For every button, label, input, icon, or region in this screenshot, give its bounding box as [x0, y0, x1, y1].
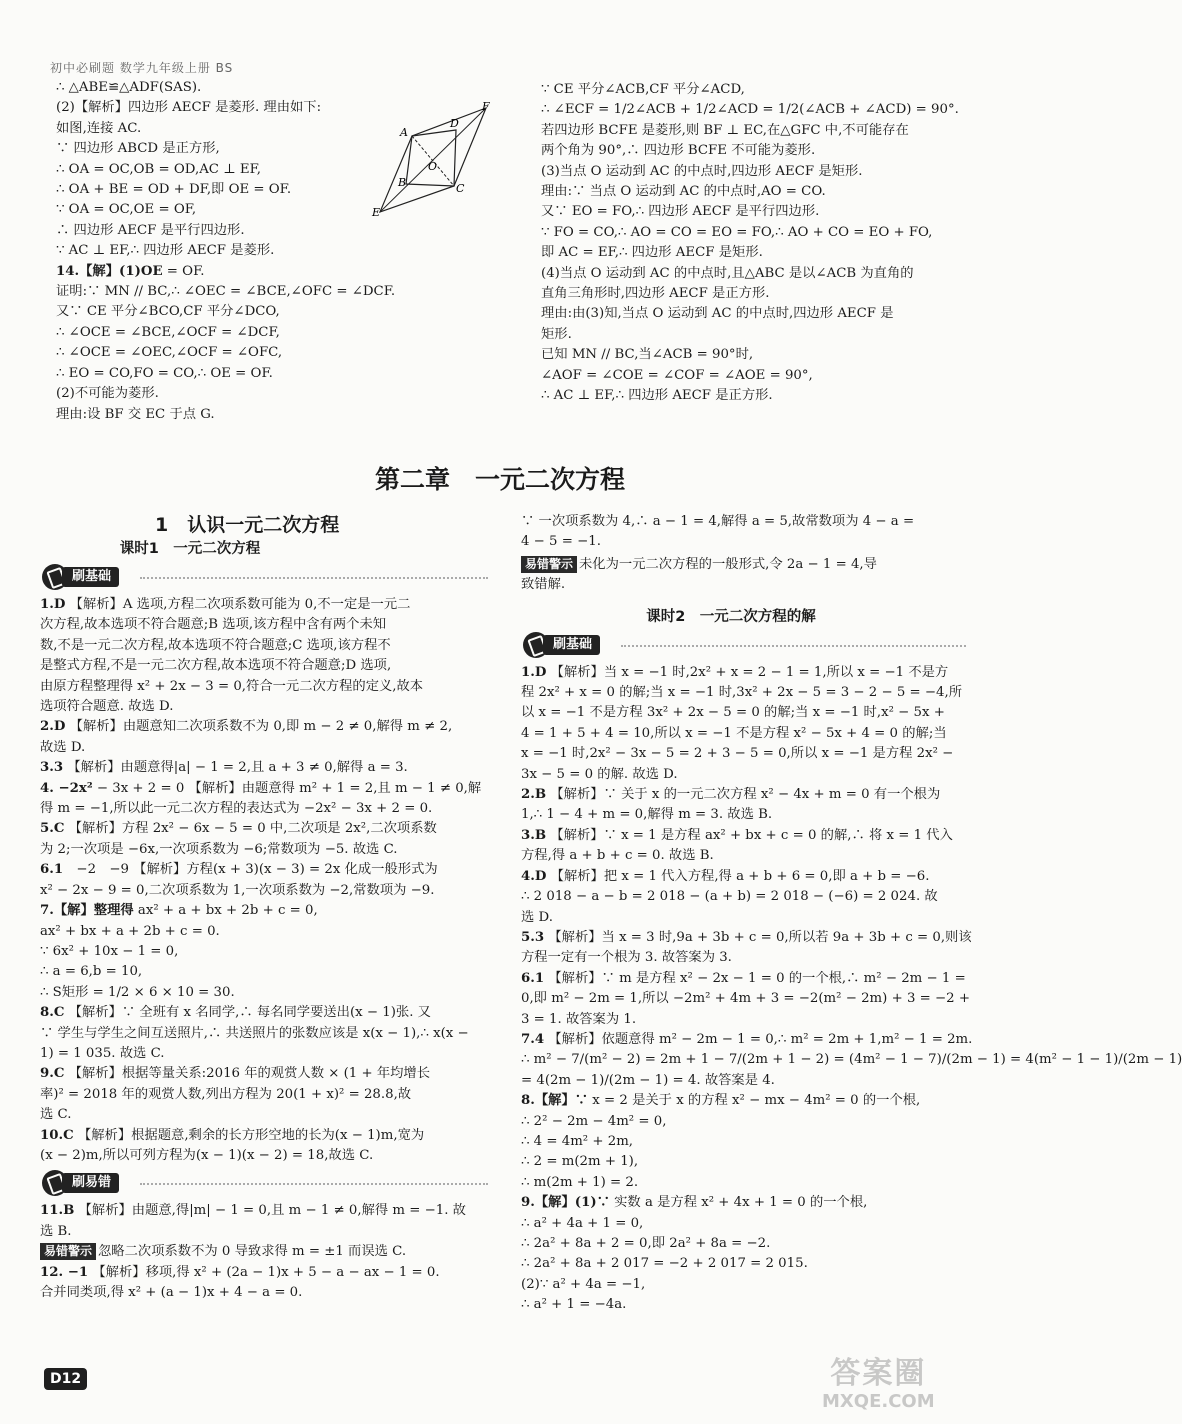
text-line: ∴ ∠OCE = ∠BCE,∠OCF = ∠DCF, — [56, 324, 280, 340]
text-line: ∴ 四边形 AECF 是平行四边形. — [56, 222, 245, 238]
text-line: ∴ OA + BE = OD + DF,即 OE = OF. — [56, 182, 292, 198]
warning-note-right: 易错警示 未化为一元二次方程的一般形式,令 2a − 1 = 4,导 — [521, 555, 966, 575]
text-line: 7.4 【解析】依题意得 m² − 2m − 1 = 0,∴ m² = 2m + 1,m² − 1 = 2m. — [521, 1031, 973, 1047]
rhombus-figure — [368, 100, 493, 220]
bottom-right-column — [521, 512, 1182, 1316]
text-line: 两个角为 90°,∴ 四边形 BCFE 不可能为菱形. — [541, 143, 816, 159]
text-line: ∵ AC ⊥ EF,∴ 四边形 AECF 是菱形. — [56, 243, 275, 259]
text-line: ∴ OA = OC,OB = OD,AC ⊥ EF, — [56, 161, 262, 177]
top-right-column — [541, 80, 961, 407]
text-line: 即 AC = EF,∴ 四边形 AECF 是矩形. — [541, 245, 763, 261]
text-line: 次方程,故本选项不符合题意;B 选项,该方程中含有两个未知 — [40, 617, 387, 633]
warning-note-right-2: 致错解. — [521, 577, 566, 593]
text-line: ∴ m² − 7/(m² − 2) = 2m + 1 − 7/(2m + 1 − 2) = (4m² − 1 − 7)/(2m − 1) = 4(m² − 1 − 1)/(2m − 1) — [521, 1052, 1182, 1068]
figure-label-a: A — [400, 126, 408, 139]
text-line: 6.1 −2 −9 【解析】方程(x + 3)(x − 3) = 2x 化成一般形式为 — [40, 862, 438, 878]
text-line: 故选 D. — [40, 739, 86, 755]
text-line: 合并同类项,得 x² + (a − 1)x + 4 − a = 0. — [40, 1285, 303, 1300]
text-line: 方程,得 a + b + c = 0. 故选 B. — [521, 848, 714, 864]
text-line: 4 − 5 = −1. — [521, 534, 601, 550]
banner-error-label: 刷易错 — [62, 1173, 119, 1193]
text-line: ∴ 2 018 − a − b = 2 018 − (a + b) = 2 018 − (−6) = 2 024. 故 — [521, 889, 938, 905]
top-left-column — [56, 78, 396, 425]
lesson2-title: 课时2 一元二次方程的解 — [646, 608, 816, 625]
text-line: ∴ a² + 4a + 1 = 0, — [521, 1215, 644, 1231]
text-line: 7.【解】整理得 ax² + a + bx + 2b + c = 0, — [40, 903, 318, 919]
text-line: 2.D 【解析】由题意知二次项系数不为 0,即 m − 2 ≠ 0,解得 m ≠ 2, — [40, 719, 453, 735]
text-line: 6.1 【解析】∵ m 是方程 x² − 2x − 1 = 0 的一个根,∴ m² − 2m − 1 = — [521, 970, 966, 986]
text-line: ∴ 2a² + 8a + 2 017 = −2 + 2 017 = 2 015. — [521, 1256, 808, 1272]
banner-error — [40, 1170, 488, 1198]
text-line: 0,即 m² − 2m = 1,所以 −2m² + 4m + 3 = −2(m² − 2m) + 3 = −2 + — [521, 991, 970, 1007]
text-line: ∴ 2 = m(2m + 1), — [521, 1154, 639, 1170]
text-line: 12. −1 【解析】移项,得 x² + (2a − 1)x + 5 − a − ax − 1 = 0. — [40, 1264, 440, 1280]
text-line: 3.3 【解析】由题意得|a| − 1 = 2,且 a + 3 ≠ 0,解得 a = 3. — [40, 760, 408, 776]
text-line: 3x − 5 = 0 的解. 故选 D. — [521, 766, 678, 782]
text-line: 1.D 【解析】A 选项,方程二次项系数可能为 0,不一定是一元二 — [40, 597, 411, 612]
text-line: ∵ OA = OC,OE = OF, — [56, 202, 197, 218]
text-line: (x − 2)m,所以可列方程为(x − 1)(x − 2) = 18,故选 C. — [40, 1147, 374, 1163]
banner-basic-label: 刷基础 — [62, 567, 119, 587]
text-line: (4)当点 O 运动到 AC 的中点时,且△ABC 是以∠ACB 为直角的 — [541, 265, 914, 281]
text-line — [40, 1242, 488, 1262]
text-line: 又∵ EO = FO,∴ 四边形 AECF 是平行四边形. — [541, 204, 820, 220]
text-line: 以 x = −1 不是方程 3x² + 2x − 5 = 0 的解;当 x = −1 时,x² − 5x + — [521, 705, 945, 721]
text-line: ∴ AC ⊥ EF,∴ 四边形 AECF 是正方形. — [541, 388, 773, 404]
text-line: ∴ 2a² + 8a + 2 = 0,即 2a² + 8a = −2. — [521, 1236, 771, 1251]
text-line: ∴ S矩形 = 1/2 × 6 × 10 = 30. — [40, 984, 235, 1000]
warning-badge: 易错警示 — [521, 556, 577, 573]
text-line: (2)∵ a² + 4a = −1, — [521, 1276, 646, 1292]
bottom-left-basic-list — [40, 595, 488, 1166]
text-line: 得 m = −1,所以此一元二次方程的表达式为 −2x² − 3x + 2 = 0. — [40, 801, 433, 817]
banner-basic-right — [521, 632, 966, 660]
text-line: 1.D 【解析】当 x = −1 时,2x² + x = 2 − 1 = 1,所以 x = −1 不是方 — [521, 664, 949, 680]
text-line: 方程一定有一个根为 3. 故答案为 3. — [521, 950, 732, 966]
text-line: 矩形. — [541, 326, 572, 342]
figure-label-o: O — [428, 160, 438, 173]
text-line: ∵ FO = CO,∴ AO = CO = EO = FO,∴ AO + CO = EO + FO, — [541, 224, 933, 240]
text-line: ∵ 一次项系数为 4,∴ a − 1 = 4,解得 a = 5,故常数项为 4 − a = — [521, 514, 915, 529]
text-line: ∴ m(2m + 1) = 2. — [521, 1174, 639, 1190]
text-line: 9.C 【解析】根据等量关系:2016 年的观赏人数 × (1 + 年均增长 — [40, 1066, 431, 1082]
text-line: 4 = 1 + 5 + 4 = 10,所以 x = −1 不是方程 x² − 5x + 4 = 0 的解;当 — [521, 725, 947, 741]
bottom-right-list — [521, 663, 1182, 1316]
text-line: 直角三角形时,四边形 AECF 是正方形. — [541, 286, 770, 302]
text-line: 程 2x² + x = 0 的解;当 x = −1 时,3x² + 2x − 5 = 3 − 2 − 5 = −4,所 — [521, 685, 963, 701]
text-line: 为 2;一次项是 −6x,一次项系数为 −6;常数项为 −5. 故选 C. — [40, 841, 398, 857]
text-line: 理由:∵ 当点 O 运动到 AC 的中点时,AO = CO. — [541, 184, 826, 200]
text-line: = 4(2m − 1)/(2m − 1) = 4. 故答案是 4. — [521, 1072, 775, 1088]
text-line: 选 D. — [521, 909, 553, 925]
text-line: (2)不可能为菱形. — [56, 386, 159, 402]
text-line: 4. −2x² − 3x + 2 = 0 【解析】由题意得 m² + 1 = 2,且 m − 1 ≠ 0,解 — [40, 780, 482, 796]
figure-label-d: D — [450, 117, 459, 130]
text-line: 3.B 【解析】∵ x = 1 是方程 ax² + bx + c = 0 的解,∴ 将 x = 1 代入 — [521, 827, 953, 843]
text-line: 11.B 【解析】由题意,得|m| − 1 = 0,且 m − 1 ≠ 0,解得 m = −1. 故 — [40, 1203, 466, 1219]
warning-badge: 易错警示 — [40, 1243, 96, 1260]
watermark-en: MXQE.COM — [822, 1391, 935, 1412]
text-line: ∴ 4 = 4m² + 2m, — [521, 1133, 634, 1149]
watermark — [822, 1356, 935, 1412]
text-line: ∵ 学生与学生之间互送照片,∴ 共送照片的张数应该是 x(x − 1),∴ x(x − — [40, 1025, 469, 1041]
text-line: ∴ a² + 1 = −4a. — [521, 1297, 627, 1313]
text-line: 证明:∵ MN // BC,∴ ∠OEC = ∠BCE,∠OFC = ∠DCF. — [56, 284, 396, 300]
figure-label-c: C — [456, 182, 465, 195]
bottom-right-continuation — [521, 512, 966, 553]
text-line: ∵ 6x² + 10x − 1 = 0, — [40, 943, 179, 959]
warning-text: 忽略二次项系数不为 0 导致求得 m = ±1 而误选 C. — [98, 1244, 407, 1260]
text-line: 率)² = 2018 年的观赏人数,列出方程为 20(1 + x)² = 28.8,故 — [40, 1086, 412, 1102]
text-line: ax² + bx + a + 2b + c = 0. — [40, 923, 220, 939]
text-line: 14.【解】(1)OE = OF. — [56, 263, 205, 279]
text-line: 1,∴ 1 − 4 + m = 0,解得 m = 3. 故选 B. — [521, 807, 773, 823]
text-line: x² − 2x − 9 = 0,二次项系数为 1,一次项系数为 −2,常数项为 −9. — [40, 882, 435, 898]
lesson1-title: 课时1 一元二次方程 — [119, 541, 261, 557]
text-line: 3 = 1. 故答案为 1. — [521, 1011, 637, 1027]
text-line: ∴ ∠ECF = 1/2∠ACB + 1/2∠ACD = 1/2(∠ACB + ∠ACD) = 90°. — [541, 102, 959, 118]
text-line: 5.3 【解析】当 x = 3 时,9a + 3b + c = 0,所以若 9a + 3b + c = 0,则该 — [521, 929, 972, 945]
text-line: ∴ EO = CO,FO = CO,∴ OE = OF. — [56, 365, 273, 381]
text-line: 8.C 【解析】∵ 全班有 x 名同学,∴ 每名同学要送出(x − 1)张. 又 — [40, 1005, 431, 1021]
text-line: 如图,连接 AC. — [56, 120, 142, 136]
text-line: ∴ ∠OCE = ∠OEC,∠OCF = ∠OFC, — [56, 345, 283, 361]
text-line: (3)当点 O 运动到 AC 的中点时,四边形 AECF 是矩形. — [541, 163, 863, 179]
figure-label-f: F — [482, 100, 490, 113]
banner-basic — [40, 564, 488, 592]
text-line: 理由:设 BF 交 EC 于点 G. — [56, 406, 215, 422]
bottom-left-error-list — [40, 1201, 488, 1303]
page-number: D12 — [44, 1368, 87, 1390]
figure-label-e: E — [372, 206, 381, 219]
text-line: 选项符合题意. 故选 D. — [40, 699, 174, 715]
text-line: 若四边形 BCFE 是菱形,则 BF ⊥ EC,在△GFC 中,不可能存在 — [541, 122, 909, 138]
bottom-left-column — [40, 538, 488, 1303]
text-line: 5.C 【解析】方程 2x² − 6x − 5 = 0 中,二次项是 2x²,二次项系数 — [40, 821, 437, 837]
text-line: 由原方程整理得 x² + 2x − 3 = 0,符合一元二次方程的定义,故本 — [40, 678, 424, 694]
text-line: ∵ 四边形 ABCD 是正方形, — [56, 141, 220, 157]
running-header: 初中必刷题 数学九年级上册 BS — [50, 61, 234, 75]
text-line: ∠AOF = ∠COE = ∠COF = ∠AOE = 90°, — [541, 367, 813, 383]
text-line: 10.C 【解析】根据题意,剩余的长方形空地的长为(x − 1)m,宽为 — [40, 1127, 425, 1143]
text-line: 选 C. — [40, 1107, 72, 1123]
text-line: ∴ 2² − 2m − 4m² = 0, — [521, 1113, 667, 1129]
text-line: 数,不是一元二次方程,故本选项不符合题意;C 选项,该方程不 — [40, 637, 391, 653]
text-line: 已知 MN // BC,当∠ACB = 90°时, — [541, 347, 754, 363]
text-line: x = −1 时,2x² − 3x − 5 = 2 + 3 − 5 = 0,所以 x = −1 是方程 2x² − — [521, 746, 954, 762]
text-line: ∴ △ABE≌△ADF(SAS). — [56, 80, 202, 95]
text-line: 1) = 1 035. 故选 C. — [40, 1045, 165, 1061]
banner-basic-right-label: 刷基础 — [543, 635, 600, 655]
text-line: (2)【解析】四边形 AECF 是菱形. 理由如下: — [56, 100, 322, 116]
watermark-cn: 答案圈 — [830, 1356, 927, 1391]
text-line: 2.B 【解析】∵ 关于 x 的一元二次方程 x² − 4x + m = 0 有一个根为 — [521, 787, 941, 803]
text-line: 是整式方程,不是一元二次方程,故本选项不符合题意;D 选项, — [40, 658, 392, 674]
figure-label-b: B — [398, 176, 407, 189]
chapter-title: 第二章 一元二次方程 — [374, 465, 625, 494]
section-title: 1 认识一元二次方程 — [155, 514, 340, 536]
text-line: 4.D 【解析】把 x = 1 代入方程,得 a + b + 6 = 0,即 a + b = −6. — [521, 868, 930, 884]
text-line: 理由:由(3)知,当点 O 运动到 AC 的中点时,四边形 AECF 是 — [541, 306, 894, 322]
text-line: 又∵ CE 平分∠BCO,CF 平分∠DCO, — [56, 304, 280, 320]
text-line: 选 B. — [40, 1223, 72, 1239]
text-line: 8.【解】∵ x = 2 是关于 x 的方程 x² − mx − 4m² = 0 的一个根, — [521, 1093, 921, 1109]
text-line: 9.【解】(1)∵ 实数 a 是方程 x² + 4x + 1 = 0 的一个根, — [521, 1195, 868, 1211]
text-line: ∵ CE 平分∠ACB,CF 平分∠ACD, — [541, 82, 745, 97]
text-line: ∴ a = 6,b = 10, — [40, 964, 143, 980]
